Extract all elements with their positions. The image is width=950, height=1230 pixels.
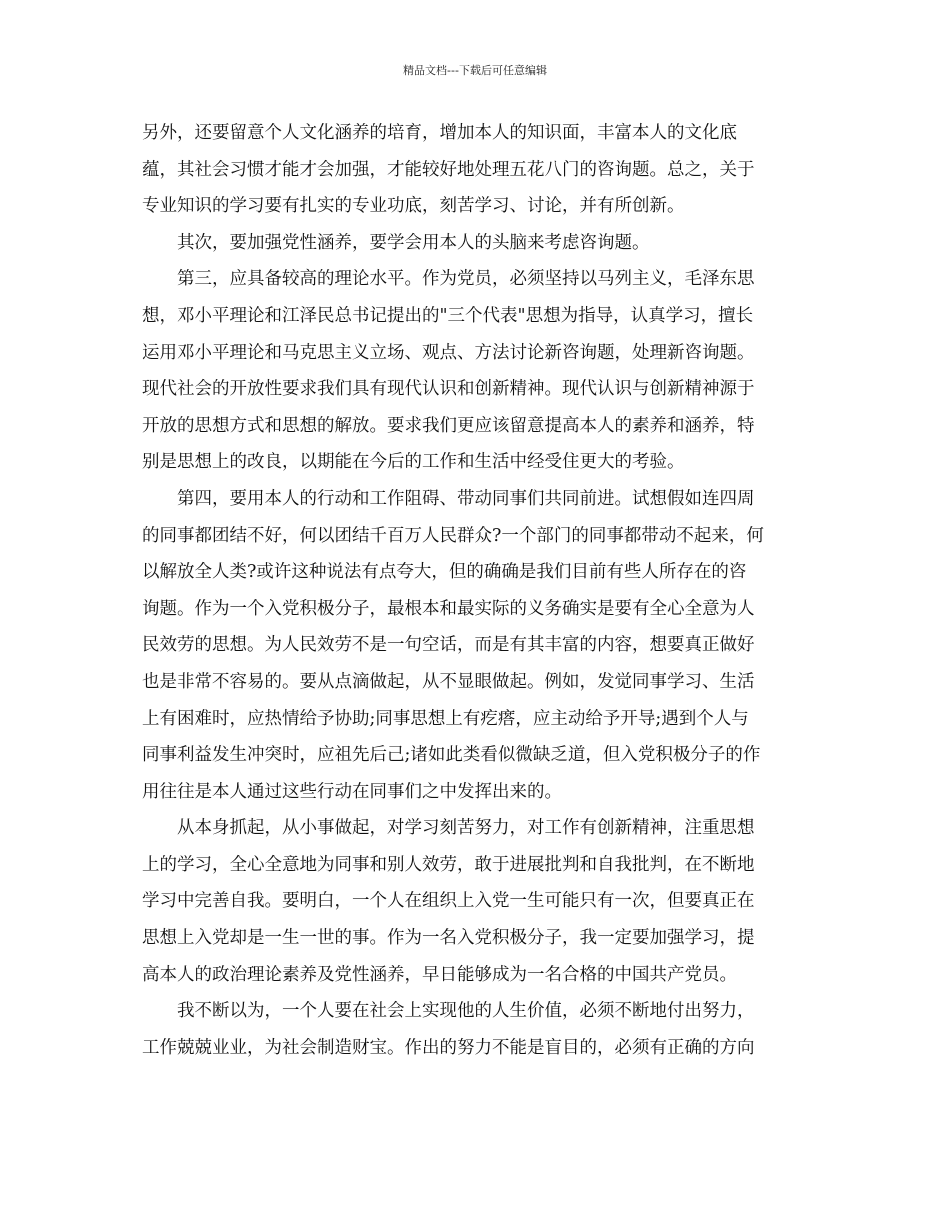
text-line: 蕴，其社会习惯才能才会加强，才能较好地处理五花八门的咨询题。总之，关于 [142,159,755,180]
text-line: 也是非常不容易的。要从点滴做起，从不显眼做起。例如，发觉同事学习、生活 [142,671,755,692]
text-line: 专业知识的学习要有扎实的专业功底，刻苦学习、讨论，并有所创新。 [142,196,685,217]
document-body [142,115,810,1066]
text-line: 别是思想上的改良，以期能在今后的工作和生活中经受住更大的考验。 [142,452,685,473]
text-line: 我不断以为，一个人要在社会上实现他的人生价值，必须不断地付出努力， [142,1001,755,1022]
text-line: 第三，应具备较高的理论水平。作为党员，必须坚持以马列主义，毛泽东思 [142,269,755,290]
text-line: 以解放全人类?或许这种说法有点夸大，但的确确是我们目前有些人所存在的咨 [142,562,747,583]
text-line: 民效劳的思想。为人民效劳不是一句空话，而是有其丰富的内容，想要真正做好 [142,635,755,656]
text-line: 上有困难时，应热情给予协助;同事思想上有疙瘩，应主动给予开导;遇到个人与 [142,708,749,729]
text-line: 的同事都团结不好，何以团结千百万人民群众?一个部门的同事都带动不起来，何 [142,525,764,546]
text-line: 学习中完善自我。要明白，一个人在组织上入党一生可能只有一次，但要真正在 [142,891,755,912]
text-line: 运用邓小平理论和马克思主义立场、观点、方法讨论新咨询题，处理新咨询题。 [142,342,755,363]
text-line: 用往往是本人通过这些行动在同事们之中发挥出来的。 [142,781,562,802]
text-line: 高本人的政治理论素养及党性涵养，早日能够成为一名合格的中国共产党员。 [142,964,737,985]
text-line: 从本身抓起，从小事做起，对学习刻苦努力，对工作有创新精神，注重思想 [142,818,755,839]
text-line: 询题。作为一个入党积极分子，最根本和最实际的义务确实是要有全心全意为人 [142,598,755,619]
text-line: 思想上入党却是一生一世的事。作为一名入党积极分子，我一定要加强学习，提 [142,928,755,949]
text-line: 同事利益发生冲突时，应祖先后己;诸如此类看似微缺乏道，但入党积极分子的作 [142,745,761,766]
text-line: 第四，要用本人的行动和工作阻碍、带动同事们共同前进。试想假如连四周 [142,488,755,509]
text-line: 另外，还要留意个人文化涵养的培育，增加本人的知识面，丰富本人的文化底 [142,123,737,143]
text-line: 想，邓小平理论和江泽民总书记提出的"三个代表"思想为指导，认真学习，擅长 [142,305,754,326]
text-line: 开放的思想方式和思想的解放。要求我们更应该留意提高本人的素养和涵养，特 [142,415,755,436]
text-line: 其次，要加强党性涵养，要学会用本人的头脑来考虑咨询题。 [142,232,650,253]
text-line: 现代社会的开放性要求我们具有现代认识和创新精神。现代认识与创新精神源于 [142,379,755,400]
text-line: 工作兢兢业业，为社会制造财宝。作出的努力不能是盲目的，必须有正确的方向 [142,1037,755,1058]
page-header: 精品文档---下载后可任意编辑 [403,64,547,77]
text-line: 上的学习，全心全意地为同事和别人效劳，敢于进展批判和自我批判，在不断地 [142,854,755,875]
